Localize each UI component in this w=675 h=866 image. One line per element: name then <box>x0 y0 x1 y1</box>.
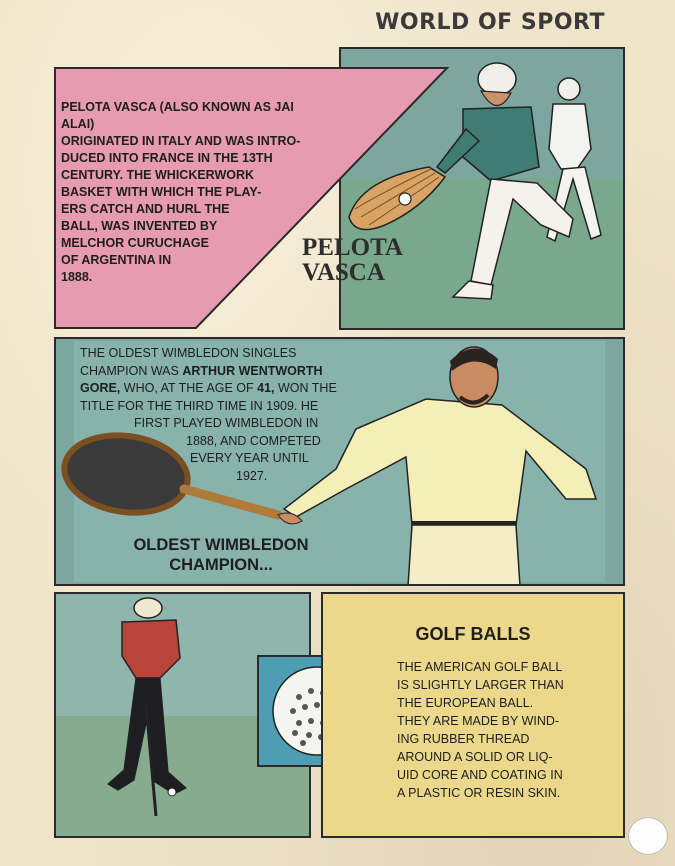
caption-line: TITLE FOR THE THIRD TIME IN 1909. HE <box>80 398 319 413</box>
caption-line: IS SLIGHTLY LARGER THAN <box>397 678 564 692</box>
caption-line: A PLASTIC OR RESIN SKIN. <box>397 786 561 800</box>
golf-balls-panel <box>321 592 625 838</box>
caption-line: OF ARGENTINA IN <box>61 253 172 267</box>
wimbledon-title-line: CHAMPION... <box>169 556 273 574</box>
caption-line: THE EUROPEAN BALL. <box>397 696 534 710</box>
caption-line: THE OLDEST WIMBLEDON SINGLES <box>80 346 297 360</box>
champion-name-cont: GORE, <box>80 381 121 395</box>
caption-line: CHAMPION WAS <box>80 363 183 378</box>
caption-line: THE AMERICAN GOLF BALL <box>397 660 563 674</box>
caption-line: ERS CATCH AND HURL THE <box>61 202 230 216</box>
caption-line: AROUND A SOLID OR LIQ- <box>397 750 553 764</box>
wimbledon-panel <box>54 337 625 586</box>
pelota-title-line: VASCA <box>302 259 385 286</box>
pelota-panel <box>54 47 625 330</box>
caption-line: CENTURY. THE WHICKERWORK <box>61 168 255 182</box>
caption-line: PELOTA VASCA (ALSO KNOWN AS JAI ALAI) <box>61 100 294 131</box>
champion-name: ARTHUR WENTWORTH <box>182 363 323 378</box>
pelota-caption-text <box>61 99 301 286</box>
wimbledon-title-line: OLDEST WIMBLEDON <box>133 536 309 554</box>
caption-line: EVERY YEAR UNTIL <box>190 451 309 465</box>
caption-line: DUCED INTO FRANCE IN THE 13TH <box>61 151 273 165</box>
pelota-title-line: PELOTA <box>302 234 403 261</box>
caption-line: WON THE <box>274 381 337 395</box>
caption-line: BASKET WITH WHICH THE PLAY- <box>61 185 262 199</box>
wimbledon-caption-text <box>80 345 410 485</box>
caption-line: ING RUBBER THREAD <box>397 732 530 746</box>
golf-balls-title: GOLF BALLS <box>415 624 531 644</box>
wimbledon-title <box>116 535 326 575</box>
caption-line: 1927. <box>236 468 268 483</box>
caption-line: 1888, AND COMPETED <box>186 433 321 448</box>
caption-line: UID CORE AND COATING IN <box>397 768 563 782</box>
pelota-title <box>302 235 403 285</box>
page-header: WORLD OF SPORT <box>375 10 605 35</box>
caption-line: ORIGINATED IN ITALY AND WAS INTRO- <box>61 134 301 148</box>
caption-line: THEY ARE MADE BY WIND- <box>397 714 560 728</box>
caption-line: WHO, AT THE AGE OF <box>120 381 258 395</box>
caption-line: FIRST PLAYED WIMBLEDON IN <box>134 416 319 430</box>
golf-balls-caption <box>397 658 607 802</box>
caption-line: MELCHOR CURUCHAGE <box>61 236 209 250</box>
caption-line: BALL, WAS INVENTED BY <box>61 219 218 233</box>
watermark-logo-icon <box>628 817 668 855</box>
caption-line: 1888. <box>61 270 93 284</box>
champion-age: 41, <box>257 381 275 395</box>
